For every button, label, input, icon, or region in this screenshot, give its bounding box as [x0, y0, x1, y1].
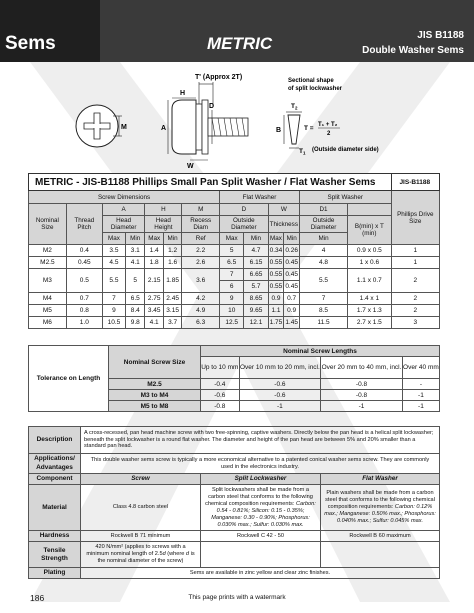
cell: 2 [391, 305, 439, 317]
hardness-flat: Rockwell B 60 maximum [321, 531, 440, 542]
cell: 0.26 [284, 245, 300, 257]
cell: 7 [102, 293, 125, 305]
material-flat [321, 485, 440, 531]
watermark-note: This page prints with a watermark [188, 594, 286, 601]
svg-text:T2: $T_2$ [291, 103, 298, 111]
cell: 5.5 [102, 269, 125, 293]
min-label: Min [163, 233, 181, 245]
svg-text:of split lockwasher: of split lockwasher [288, 86, 343, 92]
table-row [29, 317, 440, 329]
col-bt-header [348, 204, 392, 216]
table-row [29, 245, 440, 257]
screw-dimensions-header: Screw Dimensions [29, 191, 220, 204]
cell: 3.7 [163, 317, 181, 329]
cell: 6.65 [244, 269, 268, 281]
recess-diam-header: Recess Diam [182, 216, 220, 233]
cell: 10 [220, 305, 244, 317]
cell: 4.9 [182, 305, 220, 317]
ref-label: Ref [182, 233, 220, 245]
top-view-drawing [76, 105, 127, 147]
col-a-header: A [102, 204, 145, 216]
cell: 12.1 [244, 317, 268, 329]
cell: 7 [220, 269, 244, 281]
svg-text:A: A [161, 125, 167, 132]
cell: 0.7 [284, 293, 300, 305]
cell: 4.8 [299, 257, 347, 269]
cell: M3 to M4 [109, 390, 201, 401]
cell: 12.5 [220, 317, 244, 329]
cell: 1.1 x 0.7 [348, 269, 392, 293]
cell: 5.7 [244, 281, 268, 293]
cell: 3.45 [145, 305, 163, 317]
cell: -1 [321, 401, 403, 412]
cell: 1 [391, 245, 439, 257]
cell: 9 [102, 305, 125, 317]
cell: 5.5 [299, 269, 347, 293]
length-col-header: Over 10 mm to 20 mm, incl. [239, 357, 321, 379]
cell: 0.9 [268, 293, 284, 305]
cell: 2 [391, 269, 439, 293]
cell: 0.4 [66, 245, 102, 257]
cell: 1.1 [268, 305, 284, 317]
cell: M5 [29, 305, 67, 317]
cell: 2.45 [163, 293, 181, 305]
cell: 0.45 [284, 281, 300, 293]
cell: 3.15 [163, 305, 181, 317]
component-screw: Screw [81, 474, 201, 485]
hardness-screw: Rockwell B 71 minimum [81, 531, 201, 542]
cell: M4 [29, 293, 67, 305]
cell: 2.6 [182, 257, 220, 269]
page-header [0, 0, 474, 62]
cell: -0.6 [201, 390, 240, 401]
cell: 0.45 [284, 269, 300, 281]
cell: 0.8 [66, 305, 102, 317]
cell: 2.75 [145, 293, 163, 305]
length-col-header: Over 40 mm [402, 357, 439, 379]
plating-row [29, 568, 440, 579]
hardness-row [29, 531, 440, 542]
head-height-header: Head Height [145, 216, 182, 233]
cell: 1.0 [66, 317, 102, 329]
svg-text:(Outside diameter side): (Outside diameter side) [312, 147, 379, 153]
col-t-header: W [268, 204, 299, 216]
table-standard: JIS-B1188 [391, 174, 439, 191]
cell: -0.8 [321, 379, 403, 390]
cell: 0.55 [268, 269, 284, 281]
cell: 2.15 [145, 269, 163, 293]
header-subtitle: Double Washer Sems [362, 45, 464, 56]
tensile-text [81, 542, 201, 568]
cell: -0.6 [239, 390, 321, 401]
min-label: Min [299, 233, 347, 245]
svg-text:T1: $T_1$ [299, 148, 306, 156]
max-label: Max [102, 233, 125, 245]
col-d1-header: D1 [299, 204, 347, 216]
cell: M2.5 [109, 379, 201, 390]
material-split-intro: Split lockwashers shall be made from a carbon steel that conforms to the following chemical composition requirements: [205, 486, 313, 507]
tolerance-label: Tolerance on Length [29, 346, 109, 412]
svg-text:D: D [209, 103, 215, 110]
cell: 0.45 [66, 257, 102, 269]
max-label: Max [220, 233, 244, 245]
svg-text:2: 2 [327, 131, 331, 137]
cell: 8.65 [244, 293, 268, 305]
cell: 1.6 [163, 257, 181, 269]
tensile-flat-empty [321, 542, 440, 568]
table-row [29, 293, 440, 305]
tensile-d: d [185, 551, 190, 558]
cell: 0.34 [268, 245, 284, 257]
cell: -0.6 [239, 379, 321, 390]
split-washer-header: Split Washer [299, 191, 391, 204]
cell: 9 [220, 293, 244, 305]
cell: 8.5 [299, 305, 347, 317]
cell: 7 [299, 293, 347, 305]
cell: 6 [220, 281, 244, 293]
cell: 4.1 [126, 257, 145, 269]
max-label: Max [268, 233, 284, 245]
header-metric-label: METRIC [207, 34, 273, 53]
thickness-header: Thickness [268, 216, 299, 233]
material-screw: Class 4.8 carbon steel [81, 485, 201, 531]
cell: 5 [126, 269, 145, 293]
cell: 0.55 [268, 281, 284, 293]
cell: M6 [29, 317, 67, 329]
description-row [29, 427, 440, 454]
tensile-row [29, 542, 440, 568]
cell: -0.8 [201, 401, 240, 412]
nominal-size-header: Nominal Size [29, 204, 67, 245]
material-split-composition: Carbon: 0.54 - 0.81%; Silicon: 0.15 - 0.35%; Manganese: 0.30 - 0.90%; Phosphorus: 0.030% max.; Sulfur: 0.030% max. [211, 500, 316, 528]
cell: -1 [239, 401, 321, 412]
cell: 0.9 [284, 305, 300, 317]
min-label: Min [284, 233, 300, 245]
cell: -0.8 [321, 390, 403, 401]
applications-row [29, 454, 440, 474]
max-label: Max [145, 233, 163, 245]
tolerance-table [28, 345, 440, 412]
cell: 3 [391, 317, 439, 329]
cell: 1.4 x 1 [348, 293, 392, 305]
description-label: Description [29, 427, 81, 454]
letter-header-row [29, 204, 440, 216]
cell: 1 [391, 257, 439, 269]
table-row [29, 257, 440, 269]
material-flat-intro: Plain washers shall be made from a carbon steel that conforms to the following chemical composition requirements: [325, 490, 435, 511]
cell: 9.65 [244, 305, 268, 317]
material-split [201, 485, 321, 531]
cell: 2 [391, 293, 439, 305]
applications-text: This double washer sems screw is typically a more economical alternative to a patented conical washer sems screw. They are commonly used in the electronics industry. [81, 454, 440, 474]
svg-text:W: W [187, 163, 194, 170]
col-m-header: M [182, 204, 220, 216]
thread-pitch-header: Thread Pitch [66, 204, 102, 245]
tensile-text-part: (where [165, 551, 186, 558]
page-number: 186 [30, 593, 45, 603]
nominal-screw-size-header: Nominal Screw Size [109, 346, 201, 379]
cell: 2.7 x 1.5 [348, 317, 392, 329]
cell: 1 x 0.6 [348, 257, 392, 269]
description-text: A cross-recessed, pan head machine screw with two free-spinning, captive washers. Directly below the pan head is a helical split lockwasher; beneath the split lockwasher is a round flat washer. The diameter and height of the pan head are between 5% and 20% smaller than a standard pan head. [81, 427, 440, 454]
description-table [28, 426, 440, 579]
side-view-drawing [161, 74, 248, 170]
cell: 1.4 [145, 245, 163, 257]
cell: 3.1 [126, 245, 145, 257]
cell: M2 [29, 245, 67, 257]
applications-label: Applications/ Advantages [29, 454, 81, 474]
cell: 3.5 [102, 245, 125, 257]
cell: M2.5 [29, 257, 67, 269]
cell: 0.45 [284, 257, 300, 269]
material-row [29, 485, 440, 531]
cell: 4 [299, 245, 347, 257]
component-flat: Flat Washer [321, 474, 440, 485]
header-sems-label: Sems [5, 33, 56, 54]
cell: 5 [220, 245, 244, 257]
col-d-header: D [220, 204, 269, 216]
cell: M5 to M8 [109, 401, 201, 412]
group-header-row [29, 191, 440, 204]
sectional-shape-drawing [276, 78, 379, 156]
svg-text:Sectional shape: Sectional shape [288, 78, 334, 84]
tensile-d: d [162, 551, 166, 558]
col-h-header: H [145, 204, 182, 216]
tensile-label: Tensile Strength [29, 542, 81, 568]
svg-text:B: B [276, 127, 282, 134]
cell: 0.5 [66, 269, 102, 293]
material-flat-composition: Carbon: 0.12% max.; Manganese: 0.50% max.; Phosphorus: 0.040% max.; Sulfur: 0.045% max. [324, 504, 436, 525]
cell: 3.6 [182, 269, 220, 293]
cell: 1.7 x 1.3 [348, 305, 392, 317]
min-label: Min [244, 233, 268, 245]
cell: 10.5 [102, 317, 125, 329]
component-row [29, 474, 440, 485]
length-col-header: Over 20 mm to 40 mm, incl. [321, 357, 403, 379]
head-diameter-header: Head Diameter [102, 216, 145, 233]
flat-washer-header: Flat Washer [220, 191, 300, 204]
cell: 1.2 [163, 245, 181, 257]
svg-text:H: H [180, 90, 186, 97]
cell: -1 [402, 390, 439, 401]
outside-diameter-header: Outside Diameter [220, 216, 269, 233]
svg-text:M: M [121, 124, 127, 131]
phillips-drive-header: Phillips Drive Size [391, 191, 439, 245]
cell: 6.5 [126, 293, 145, 305]
cell: -1 [402, 401, 439, 412]
plating-label: Plating [29, 568, 81, 579]
min-label: Min [126, 233, 145, 245]
cell: 4.5 [102, 257, 125, 269]
split-outside-diameter-header: Outside Diameter [299, 216, 347, 233]
cell: 4.2 [182, 293, 220, 305]
svg-text:T =: T = [304, 125, 314, 132]
component-label: Component [29, 474, 81, 485]
cell: - [402, 379, 439, 390]
cell: 0.9 x 0.5 [348, 245, 392, 257]
table-title-row [29, 174, 440, 191]
cell: 6.15 [244, 257, 268, 269]
table-row [29, 305, 440, 317]
tensile-text-part: 420 N/mm² (applies to screws with a minimum nominal length of 2.5 [86, 544, 186, 558]
cell: 9.8 [126, 317, 145, 329]
cell: 11.5 [299, 317, 347, 329]
dimensions-table [28, 173, 440, 329]
cell: 6.5 [220, 257, 244, 269]
cell: 6.3 [182, 317, 220, 329]
component-split: Split Lockwasher [201, 474, 321, 485]
table-title: METRIC - JIS-B1188 Phillips Small Pan Split Washer / Flat Washer Sems [29, 174, 392, 191]
nominal-screw-lengths-header: Nominal Screw Lengths [201, 346, 440, 357]
hardness-split: Rockwell C 42 - 50 [201, 531, 321, 542]
cell: 1.85 [163, 269, 181, 293]
svg-text:T' (Approx 2T): T' (Approx 2T) [195, 74, 243, 81]
tensile-split-empty [201, 542, 321, 568]
cell: 8.4 [126, 305, 145, 317]
cell: 1.45 [284, 317, 300, 329]
plating-text: Sems are available in zinc yellow and clear zinc finishes. [81, 568, 440, 579]
bxt-header: B(min) x T (min) [348, 216, 392, 245]
cell: 1.75 [268, 317, 284, 329]
cell: -0.4 [201, 379, 240, 390]
material-label: Material [29, 485, 81, 531]
cell: 0.7 [66, 293, 102, 305]
cell: 4.1 [145, 317, 163, 329]
cell: 2.2 [182, 245, 220, 257]
svg-text:T₁ + T₂: T₁ + T₂ [318, 122, 338, 128]
cell: M3 [29, 269, 67, 293]
hardness-label: Hardness [29, 531, 81, 542]
dimension-drawing [0, 62, 474, 170]
table-row [29, 269, 440, 281]
header-standard: JIS B1188 [417, 30, 464, 41]
cell: 1.8 [145, 257, 163, 269]
tensile-text-part: is the nominal diameter of the screw) [97, 551, 195, 565]
cell: 0.55 [268, 257, 284, 269]
tolerance-row [29, 346, 440, 357]
cell: 4.7 [244, 245, 268, 257]
length-col-header: Up to 10 mm [201, 357, 240, 379]
